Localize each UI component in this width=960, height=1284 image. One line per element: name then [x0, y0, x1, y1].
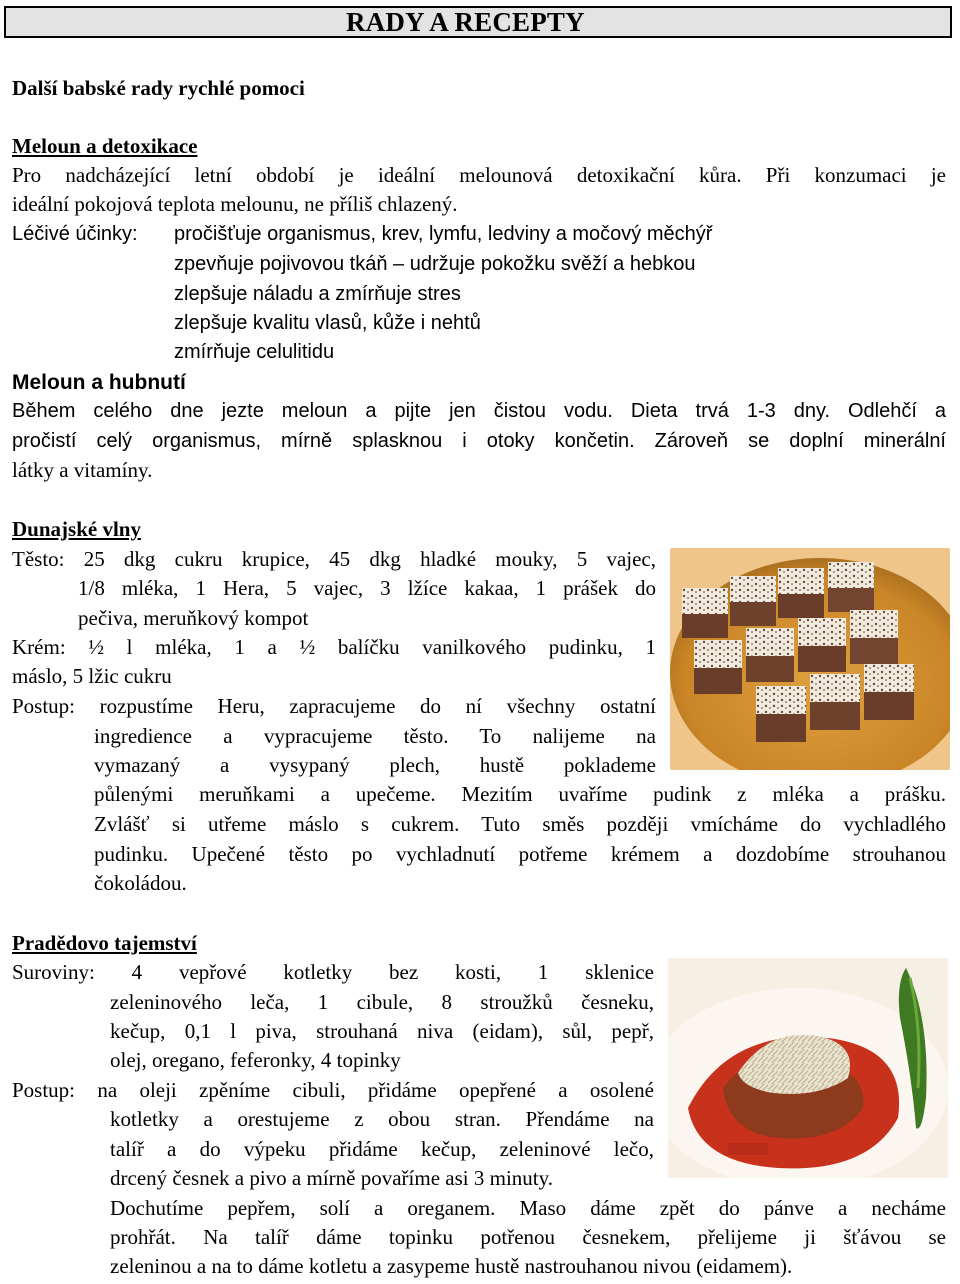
pork-chop-photo [668, 958, 948, 1178]
suroviny-line-1: Suroviny: 4 vepřové kotletky bez kosti, 1 sklenice [12, 960, 654, 984]
hubnuti-line-3: látky a vitamíny. [12, 458, 153, 482]
prad-postup-line-2: kotletky a orestujeme z obou stran. Přendáme na [110, 1107, 654, 1131]
suroviny-line-2: zeleninového leča, 1 cibule, 8 stroužků česneku, [110, 990, 654, 1014]
krem-line-1: Krém: ½ l mléka, 1 a ½ balíčku vanilkového pudinku, 1 [12, 635, 656, 659]
section-title-meloun-hubnuti: Meloun a hubnutí [12, 371, 186, 394]
prad-postup-line-5: Dochutíme pepřem, solí a oreganem. Maso dáme zpět do pánve a necháme [110, 1196, 946, 1220]
effect-item: zlepšuje náladu a zmírňuje stres [174, 283, 461, 305]
hubnuti-line-2: pročistí celý organismus, mírně splasknou i otoky končetin. Zároveň se doplní minerální [12, 430, 946, 452]
intro-title: Další babské rady rychlé pomoci [12, 76, 305, 100]
prad-postup-line-6: prohřát. Na talíř dáme topinku potřenou česnekem, přelijeme ji šťávou se [110, 1225, 946, 1249]
effect-item: zmírňuje celulitidu [174, 341, 335, 363]
postup-line-2: ingredience a vypracujeme těsto. To nalijeme na [94, 724, 656, 748]
detox-line-2: ideální pokojová teplota melounu, ne příliš chlazený. [12, 192, 458, 216]
section-title-pradedovo: Pradědovo tajemství [12, 931, 197, 955]
postup-line-1: Postup: rozpustíme Heru, zapracujeme do ní všechny ostatní [12, 694, 656, 718]
suroviny-line-3: kečup, 0,1 l piva, strouhaná niva (eidam), sůl, pepř, [110, 1019, 654, 1043]
prad-postup-line-3: talíř a do výpeku přidáme kečup, zeleninové lečo, [110, 1137, 654, 1161]
testo-line-2: 1/8 mléka, 1 Hera, 5 vajec, 3 lžíce kakaa, 1 prášek do [78, 576, 656, 600]
effect-item: pročišťuje organismus, krev, lymfu, ledviny a močový měchýř [174, 223, 713, 245]
effect-item: zpevňuje pojivovou tkáň – udržuje pokožku svěží a hebkou [174, 253, 696, 275]
testo-line-3: pečiva, meruňkový kompot [78, 606, 309, 630]
effects-label: Léčivé účinky: [12, 223, 138, 245]
postup-line-6: pudinku. Upečené těsto po vychladnutí potřeme krémem a dozdobíme strouhanou [94, 842, 946, 866]
prad-postup-line-1: Postup: na oleji zpěníme cibuli, přidáme opepřené a osolené [12, 1078, 654, 1102]
suroviny-line-4: olej, oregano, feferonky, 4 topinky [110, 1048, 401, 1072]
prad-postup-line-7: zeleninou a na to dáme kotletu a zasypeme hustě nastrouhanou nivou (eidamem). [110, 1254, 793, 1278]
detox-line-1: Pro nadcházející letní období je ideální melounová detoxikační kůra. Při konzumaci je [12, 163, 946, 187]
page-title: RADY A RECEPTY [346, 7, 585, 37]
section-title-dunajske-vlny: Dunajské vlny [12, 517, 141, 541]
hubnuti-line-1: Během celého dne jezte meloun a pijte jen čistou vodu. Dieta trvá 1-3 dny. Odlehčí a [12, 400, 946, 422]
effect-item: zlepšuje kvalitu vlasů, kůže i nehtů [174, 312, 481, 334]
cake-photo [670, 548, 950, 770]
prad-postup-line-4: drcený česnek a pivo a mírně povaříme asi 3 minuty. [110, 1166, 553, 1190]
postup-line-4: půlenými meruňkami a upečeme. Mezitím uvaříme pudink z mléka a prášku. [94, 782, 946, 806]
postup-line-3: vymazaný a vysypaný plech, hustě poklademe [94, 753, 656, 777]
krem-line-2: máslo, 5 lžic cukru [12, 664, 172, 688]
section-title-meloun-detox: Meloun a detoxikace [12, 134, 198, 158]
testo-line-1: Těsto: 25 dkg cukru krupice, 45 dkg hladké mouky, 5 vajec, [12, 547, 656, 571]
postup-line-5: Zvlášť si utřeme máslo s cukrem. Tuto směs později vmícháme do vychladlého [94, 812, 946, 836]
postup-line-7: čokoládou. [94, 871, 187, 895]
